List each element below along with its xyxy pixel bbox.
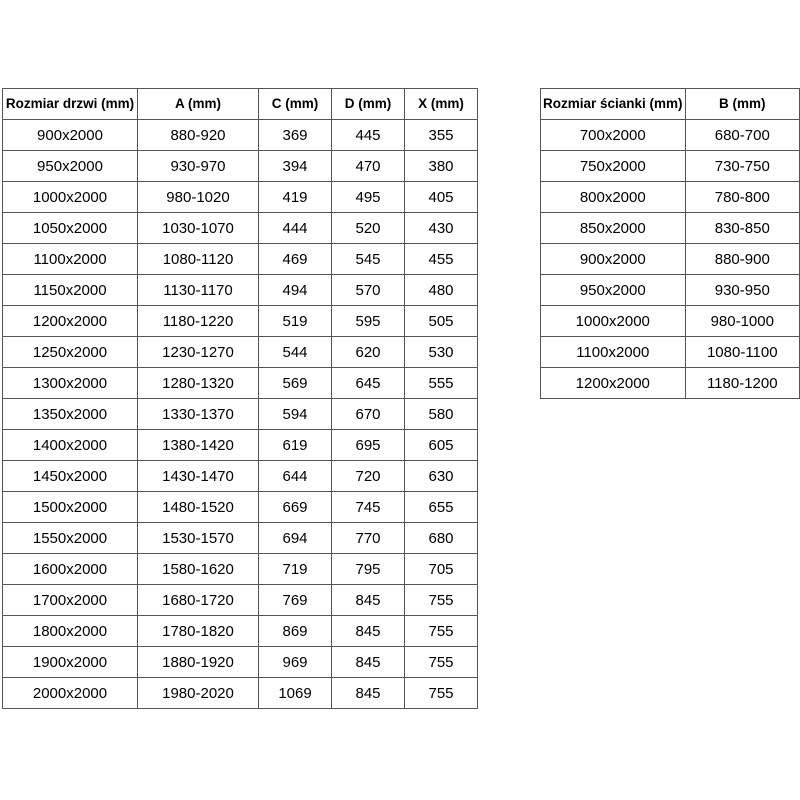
table-cell: 1800x2000 (3, 616, 138, 647)
wall-sizes-table (540, 88, 800, 399)
table-cell: 645 (332, 368, 405, 399)
table-cell: 1580-1620 (138, 554, 259, 585)
table-cell: 494 (259, 275, 332, 306)
table-cell: 705 (405, 554, 478, 585)
table-cell: 1100x2000 (3, 244, 138, 275)
table-cell: 619 (259, 430, 332, 461)
table-cell: 380 (405, 151, 478, 182)
table-cell: 544 (259, 337, 332, 368)
table-cell: 655 (405, 492, 478, 523)
table-cell: 830-850 (685, 213, 799, 244)
table-cell: 694 (259, 523, 332, 554)
column-header: A (mm) (138, 89, 259, 120)
table-cell: 755 (405, 585, 478, 616)
table-cell: 950x2000 (3, 151, 138, 182)
table-cell: 980-1000 (685, 306, 799, 337)
table-cell: 1100x2000 (541, 337, 686, 368)
table-cell: 795 (332, 554, 405, 585)
wall-table-body (541, 120, 800, 399)
table-cell: 670 (332, 399, 405, 430)
table-row (3, 120, 478, 151)
table-cell: 730-750 (685, 151, 799, 182)
table-cell: 419 (259, 182, 332, 213)
table-cell: 1300x2000 (3, 368, 138, 399)
column-header: C (mm) (259, 89, 332, 120)
table-cell: 405 (405, 182, 478, 213)
table-cell: 644 (259, 461, 332, 492)
table-cell: 1780-1820 (138, 616, 259, 647)
table-cell: 755 (405, 616, 478, 647)
table-row (3, 368, 478, 399)
table-row (3, 306, 478, 337)
table-cell: 444 (259, 213, 332, 244)
table-row (541, 337, 800, 368)
table-cell: 755 (405, 647, 478, 678)
table-cell: 455 (405, 244, 478, 275)
table-row (3, 523, 478, 554)
table-row (3, 585, 478, 616)
column-header: X (mm) (405, 89, 478, 120)
table-cell: 1380-1420 (138, 430, 259, 461)
table-cell: 695 (332, 430, 405, 461)
table-cell: 480 (405, 275, 478, 306)
door-sizes-table (2, 88, 478, 709)
table-cell: 1280-1320 (138, 368, 259, 399)
table-cell: 1000x2000 (541, 306, 686, 337)
table-cell: 505 (405, 306, 478, 337)
table-cell: 869 (259, 616, 332, 647)
table-cell: 1480-1520 (138, 492, 259, 523)
table-cell: 980-1020 (138, 182, 259, 213)
table-cell: 580 (405, 399, 478, 430)
table-cell: 530 (405, 337, 478, 368)
table-cell: 680-700 (685, 120, 799, 151)
table-row (541, 275, 800, 306)
table-cell: 1180-1220 (138, 306, 259, 337)
table-row (3, 554, 478, 585)
table-cell: 470 (332, 151, 405, 182)
table-cell: 1400x2000 (3, 430, 138, 461)
table-cell: 755 (405, 678, 478, 709)
table-cell: 630 (405, 461, 478, 492)
table-cell: 1900x2000 (3, 647, 138, 678)
table-cell: 495 (332, 182, 405, 213)
table-cell: 394 (259, 151, 332, 182)
table-cell: 2000x2000 (3, 678, 138, 709)
wall-table-header (541, 89, 800, 120)
table-row (541, 120, 800, 151)
table-cell: 1030-1070 (138, 213, 259, 244)
table-cell: 780-800 (685, 182, 799, 213)
table-cell: 1430-1470 (138, 461, 259, 492)
table-cell: 1069 (259, 678, 332, 709)
table-cell: 1150x2000 (3, 275, 138, 306)
table-row (3, 151, 478, 182)
column-header: B (mm) (685, 89, 799, 120)
table-cell: 1550x2000 (3, 523, 138, 554)
table-row (3, 275, 478, 306)
column-header: D (mm) (332, 89, 405, 120)
table-cell: 1530-1570 (138, 523, 259, 554)
table-row (541, 182, 800, 213)
table-cell: 1230-1270 (138, 337, 259, 368)
door-table-body (3, 120, 478, 709)
table-cell: 845 (332, 678, 405, 709)
table-cell: 1080-1100 (685, 337, 799, 368)
table-cell: 750x2000 (541, 151, 686, 182)
table-cell: 669 (259, 492, 332, 523)
door-table-header (3, 89, 478, 120)
table-row (3, 213, 478, 244)
table-cell: 1880-1920 (138, 647, 259, 678)
table-cell: 680 (405, 523, 478, 554)
table-cell: 570 (332, 275, 405, 306)
table-cell: 595 (332, 306, 405, 337)
table-row (3, 182, 478, 213)
table-cell: 1700x2000 (3, 585, 138, 616)
table-cell: 1000x2000 (3, 182, 138, 213)
table-cell: 545 (332, 244, 405, 275)
table-cell: 845 (332, 616, 405, 647)
table-cell: 880-920 (138, 120, 259, 151)
table-cell: 845 (332, 647, 405, 678)
table-cell: 769 (259, 585, 332, 616)
table-cell: 850x2000 (541, 213, 686, 244)
table-cell: 1080-1120 (138, 244, 259, 275)
table-row (3, 492, 478, 523)
table-cell: 1680-1720 (138, 585, 259, 616)
table-cell: 445 (332, 120, 405, 151)
table-cell: 950x2000 (541, 275, 686, 306)
column-header: Rozmiar ścianki (mm) (541, 89, 686, 120)
table-cell: 930-970 (138, 151, 259, 182)
table-cell: 969 (259, 647, 332, 678)
table-cell: 1050x2000 (3, 213, 138, 244)
table-row (541, 306, 800, 337)
table-cell: 520 (332, 213, 405, 244)
table-cell: 594 (259, 399, 332, 430)
table-cell: 469 (259, 244, 332, 275)
table-cell: 745 (332, 492, 405, 523)
table-row (541, 213, 800, 244)
table-row (541, 244, 800, 275)
table-row (3, 678, 478, 709)
table-cell: 519 (259, 306, 332, 337)
table-cell: 900x2000 (541, 244, 686, 275)
table-cell: 800x2000 (541, 182, 686, 213)
table-row (3, 244, 478, 275)
table-row (541, 151, 800, 182)
table-cell: 1180-1200 (685, 368, 799, 399)
table-cell: 1980-2020 (138, 678, 259, 709)
table-cell: 1450x2000 (3, 461, 138, 492)
table-row (3, 430, 478, 461)
table-row (3, 461, 478, 492)
table-cell: 369 (259, 120, 332, 151)
table-cell: 620 (332, 337, 405, 368)
column-header: Rozmiar drzwi (mm) (3, 89, 138, 120)
table-cell: 900x2000 (3, 120, 138, 151)
table-cell: 605 (405, 430, 478, 461)
table-cell: 720 (332, 461, 405, 492)
table-cell: 1330-1370 (138, 399, 259, 430)
table-row (3, 616, 478, 647)
table-cell: 1350x2000 (3, 399, 138, 430)
header-row (541, 89, 800, 120)
table-cell: 1600x2000 (3, 554, 138, 585)
table-cell: 770 (332, 523, 405, 554)
table-cell: 845 (332, 585, 405, 616)
table-cell: 555 (405, 368, 478, 399)
table-row (541, 368, 800, 399)
table-cell: 930-950 (685, 275, 799, 306)
header-row (3, 89, 478, 120)
table-row (3, 647, 478, 678)
table-cell: 430 (405, 213, 478, 244)
table-cell: 700x2000 (541, 120, 686, 151)
table-cell: 719 (259, 554, 332, 585)
table-cell: 1130-1170 (138, 275, 259, 306)
table-row (3, 337, 478, 368)
table-row (3, 399, 478, 430)
table-cell: 1200x2000 (541, 368, 686, 399)
table-cell: 1250x2000 (3, 337, 138, 368)
table-cell: 355 (405, 120, 478, 151)
table-cell: 569 (259, 368, 332, 399)
table-cell: 1200x2000 (3, 306, 138, 337)
table-cell: 880-900 (685, 244, 799, 275)
table-cell: 1500x2000 (3, 492, 138, 523)
